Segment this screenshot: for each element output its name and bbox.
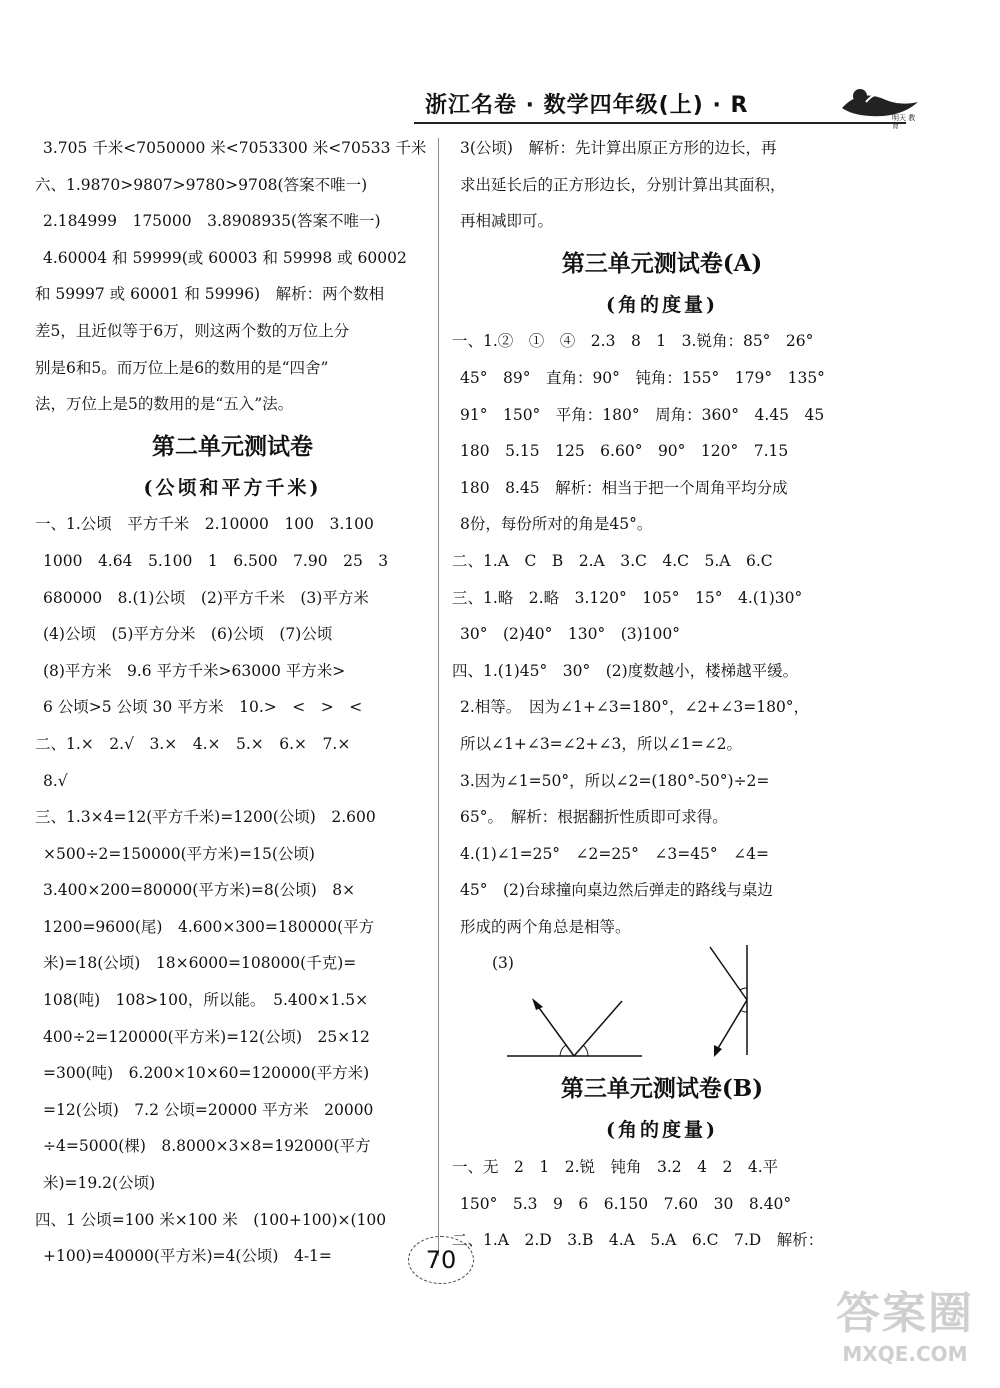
answer-line: 91° 150° 平角：180° 周角：360° 4.45 45	[460, 405, 825, 424]
right-column	[452, 130, 872, 1259]
column-divider	[438, 138, 439, 1256]
angle-arc	[740, 1010, 747, 1012]
answer-line: +100)=40000(平方米)=4(公顷) 4-1=	[43, 1247, 332, 1266]
answer-line: 和 59997 或 60001 和 59996) 解析：两个数相	[35, 285, 385, 304]
answer-line: 法，万位上是5的数用的是“五入”法。	[35, 395, 294, 414]
unit3b-subtitle: (角的度量)	[606, 1119, 718, 1142]
answer-line: 二、1.A C B 2.A 3.C 4.C 5.A 6.C	[452, 551, 773, 570]
watermark-site: MXQE.COM	[842, 1342, 968, 1366]
answer-line: 65°。 解析：根据翻折性质即可求得。	[460, 808, 728, 827]
angle-arc	[560, 1045, 566, 1056]
header-rule	[414, 122, 906, 124]
outgoing-ray	[574, 1001, 622, 1056]
incoming-ray	[537, 1005, 574, 1056]
answer-line: 再相减即可。	[460, 212, 554, 231]
answer-line: 6 公顷>5 公顷 30 平方米 10.> < > <	[43, 698, 363, 717]
answer-line: 一、无 2 1 2.锐 钝角 3.2 4 2 4.平	[452, 1158, 779, 1177]
watermark-main: 答案圈	[836, 1288, 974, 1339]
angle-arc	[583, 1045, 588, 1056]
answer-line: (8)平方米 9.6 平方千米>63000 平方米>	[43, 661, 346, 680]
answer-line: =300(吨) 6.200×10×60=120000(平方米)	[43, 1064, 370, 1083]
answer-line: 3.因为∠1=50°，所以∠2=(180°-50°)÷2=	[460, 771, 770, 790]
answer-line: 45° (2)台球撞向桌边然后弹走的路线与桌边	[460, 881, 773, 900]
answer-line: 3(公顷) 解析：先计算出原正方形的边长，再	[460, 139, 777, 157]
answer-line: 150° 5.3 9 6 6.150 7.60 30 8.40°	[460, 1194, 792, 1213]
answer-line: 1000 4.64 5.100 1 6.500 7.90 25 3	[43, 551, 389, 570]
page-number: 70	[408, 1236, 474, 1284]
logo-text: 明天 教育	[892, 114, 916, 130]
answer-line: 三、1.略 2.略 3.120° 105° 15° 4.(1)30°	[452, 588, 803, 607]
answer-line: ÷4=5000(棵) 8.8000×3×8=192000(平方	[43, 1137, 371, 1156]
answer-line: 4.60004 和 59999(或 60003 和 59998 或 60002	[43, 248, 407, 267]
answer-line: 形成的两个角总是相等。	[460, 917, 631, 936]
answer-line: 四、1 公顷=100 米×100 米 (100+100)×(100	[35, 1210, 387, 1229]
answer-line: 8.√	[43, 771, 68, 790]
answer-line: 8份，每份所对的角是45°。	[460, 515, 653, 534]
answer-line: 一、1.② ① ④ 2.3 8 1 3.锐角：85° 26°	[452, 332, 814, 351]
answer-line: 2.184999 175000 3.8908935(答案不唯一)	[43, 212, 381, 231]
answer-line: ×500÷2=150000(平方米)=15(公顷)	[43, 844, 315, 863]
answer-line: 四、1.(1)45° 30° (2)度数越小，楼梯越平缓。	[452, 661, 799, 680]
answer-line: 三、1.3×4=12(平方千米)=1200(公顷) 2.600	[35, 808, 376, 827]
answer-line: 二、1.× 2.√ 3.× 4.× 5.× 6.× 7.×	[35, 734, 351, 753]
book-title: 浙江名卷 · 数学四年级(上) · R	[425, 93, 749, 118]
diagram-label: (3)	[492, 954, 514, 973]
answer-line: 1200=9600(尾) 4.600×300=180000(平方	[43, 917, 375, 936]
answer-line: (4)公顷 (5)平方分米 (6)公顷 (7)公顷	[43, 625, 333, 644]
answer-line: 400÷2=120000(平方米)=12(公顷) 25×12	[43, 1027, 370, 1046]
outgoing-ray	[717, 1000, 747, 1050]
arrow-head	[532, 998, 543, 1010]
unit3a-title: 第三单元测试卷(A)	[561, 249, 763, 277]
unit2-subtitle: (公顷和平方千米)	[143, 476, 322, 499]
answer-line: 3.400×200=80000(平方米)=8(公顷) 8×	[43, 881, 356, 900]
answer-line: 4.(1)∠1=25° ∠2=25° ∠3=45° ∠4=	[460, 844, 770, 863]
unit3b-title: 第三单元测试卷(B)	[560, 1075, 764, 1103]
answer-line: 二、1.A 2.D 3.B 4.A 5.A 6.C 7.D 解析：	[452, 1231, 824, 1250]
answer-line: 所以∠1+∠3=∠2+∠3，所以∠1=∠2。	[460, 734, 743, 753]
answer-line: 180 8.45 解析：相当于把一个周角平均分成	[460, 478, 788, 497]
answer-line: 45° 89° 直角：90° 钝角：155° 179° 135°	[460, 368, 825, 387]
watermark	[820, 1286, 990, 1376]
answer-line: 一、1.公顷 平方千米 2.10000 100 3.100	[35, 515, 374, 534]
answer-line: 2.相等。 因为∠1+∠3=180°，∠2+∠3=180°，	[460, 698, 810, 717]
answer-line: 180 5.15 125 6.60° 90° 120° 7.15	[460, 442, 789, 461]
answer-line: 108(吨) 108>100，所以能。 5.400×1.5×	[43, 991, 369, 1010]
unit2-title: 第二单元测试卷	[152, 432, 313, 460]
arrow-head	[714, 1045, 722, 1057]
answer-line: =12(公顷) 7.2 公顷=20000 平方米 20000	[43, 1100, 374, 1119]
reflection-diagram	[452, 945, 872, 1065]
answer-line: 六、1.9870>9807>9780>9708(答案不唯一)	[35, 175, 368, 194]
answer-line: 别是6和5。而万位上是6的数用的是“四舍”	[35, 358, 329, 377]
unit3a-subtitle: (角的度量)	[606, 293, 718, 316]
answer-line: 求出延长后的正方形边长，分别计算出其面积，	[460, 175, 786, 194]
answer-line: 30° (2)40° 130° (3)100°	[460, 625, 681, 644]
angle-figure	[452, 945, 872, 1065]
angle-arc	[740, 988, 747, 990]
answer-line: 差5，且近似等于6万，则这两个数的万位上分	[35, 321, 350, 340]
left-column	[35, 130, 430, 1275]
answer-line: 米)=19.2(公顷)	[43, 1174, 156, 1193]
answer-line: 米)=18(公顷) 18×6000=108000(千克)=	[43, 954, 357, 973]
answer-line: 680000 8.(1)公顷 (2)平方千米 (3)平方米	[43, 588, 369, 607]
incoming-ray	[710, 947, 747, 1000]
answer-line: 3.705 千米<7050000 米<7053300 米<70533 千米	[43, 139, 427, 157]
